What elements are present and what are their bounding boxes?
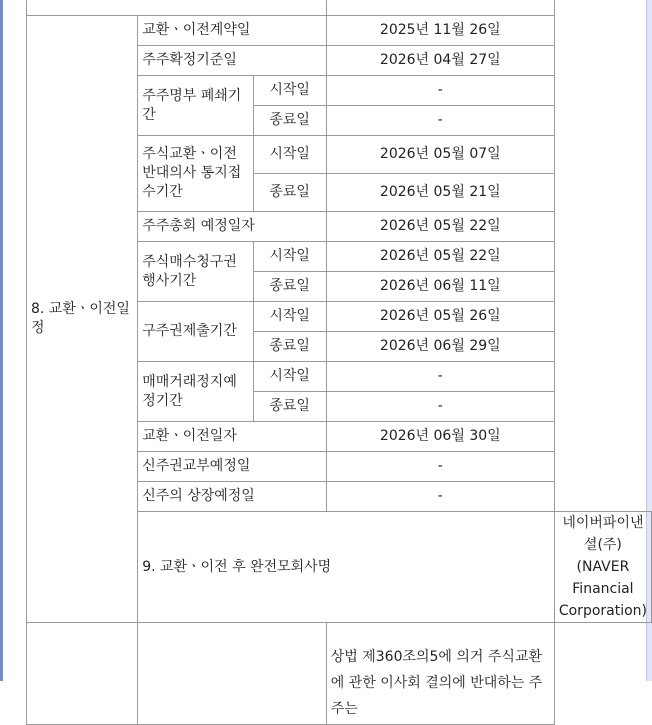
contract-date-value: 2025년 11월 26일 xyxy=(326,16,554,46)
appraisal-start-value: 2026년 05월 22일 xyxy=(326,242,554,272)
section-10-text: 상법 제360조의5에 의거 주식교환에 관한 이사회 결의에 반대하는 주주는 xyxy=(326,623,554,725)
disclosure-table xyxy=(26,0,652,725)
listing-date-label: 신주의 상장예정일 xyxy=(138,482,327,512)
meeting-date-value: 2026년 05월 22일 xyxy=(326,212,554,242)
closure-period-label: 주주명부 폐쇄기간 xyxy=(138,76,253,136)
table-row xyxy=(27,16,652,46)
section-9-label: 9. 교환ㆍ이전 후 완전모회사명 xyxy=(138,512,555,623)
exchange-date-value: 2026년 06월 30일 xyxy=(326,422,554,452)
old-cert-end-label: 종료일 xyxy=(253,332,326,362)
window-left-edge xyxy=(0,0,3,681)
suspension-start-value: - xyxy=(326,362,554,392)
listing-date-value: - xyxy=(326,482,554,512)
appraisal-start-label: 시작일 xyxy=(253,242,326,272)
dissent-start-value: 2026년 05월 07일 xyxy=(326,136,554,174)
appraisal-period-label: 주식매수청구권 행사기간 xyxy=(138,242,253,302)
closure-start-label: 시작일 xyxy=(253,76,326,106)
dissent-start-label: 시작일 xyxy=(253,136,326,174)
dissent-end-label: 종료일 xyxy=(253,174,326,212)
suspension-end-label: 종료일 xyxy=(253,392,326,422)
table-row xyxy=(27,0,652,16)
suspension-period-label: 매매거래정지예정기간 xyxy=(138,362,253,422)
delivery-date-value: - xyxy=(326,452,554,482)
old-cert-start-value: 2026년 05월 26일 xyxy=(326,302,554,332)
closure-end-label: 종료일 xyxy=(253,106,326,136)
dissent-end-value: 2026년 05월 21일 xyxy=(326,174,554,212)
section-10-label xyxy=(27,623,138,725)
table-row xyxy=(27,623,652,725)
delivery-date-label: 신주권교부예정일 xyxy=(138,452,327,482)
suspension-end-value: - xyxy=(326,392,554,422)
old-cert-end-value: 2026년 06월 29일 xyxy=(326,332,554,362)
closure-start-value: - xyxy=(326,76,554,106)
parent-company-name-en: (NAVER Financial Corporation) xyxy=(558,559,648,619)
record-date-label: 주주확정기준일 xyxy=(138,46,327,76)
meeting-date-label: 주주총회 예정일자 xyxy=(138,212,327,242)
record-date-value: 2026년 04월 27일 xyxy=(326,46,554,76)
parent-company-name-ko: 네이버파이낸셜(주) xyxy=(562,515,644,553)
section-10-sub xyxy=(138,623,327,725)
parent-company-name-cell xyxy=(554,512,651,623)
old-cert-period-label: 구주권제출기간 xyxy=(138,302,253,362)
dissent-period-label: 주식교환ㆍ이전 반대의사 통지접수기간 xyxy=(138,136,253,212)
old-cert-start-label: 시작일 xyxy=(253,302,326,332)
appraisal-end-value: 2026년 06월 11일 xyxy=(326,272,554,302)
suspension-start-label: 시작일 xyxy=(253,362,326,392)
closure-end-value: - xyxy=(326,106,554,136)
exchange-date-label: 교환ㆍ이전일자 xyxy=(138,422,327,452)
appraisal-end-label: 종료일 xyxy=(253,272,326,302)
contract-date-label: 교환ㆍ이전계약일 xyxy=(138,16,327,46)
section-8-label: 8. 교환ㆍ이전일정 xyxy=(27,16,138,623)
